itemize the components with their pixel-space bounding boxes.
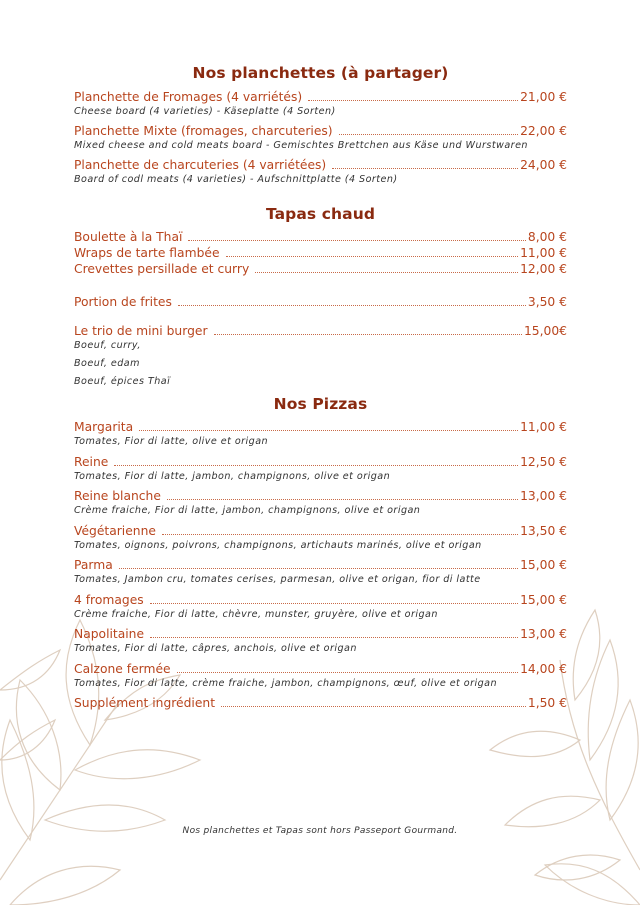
item-price: 12,50 € xyxy=(520,455,567,469)
item-price: 15,00 € xyxy=(520,593,567,607)
menu-item xyxy=(74,455,567,483)
item-description: Tomates, Fior di latte, olive et origan xyxy=(74,436,269,447)
item-name: Parma xyxy=(74,558,113,572)
item-description: Tomates, Jambon cru, tomates cerises, parmesan, olive et origan, fior di latte xyxy=(74,574,481,585)
item-name: Planchette de Fromages (4 varriétés) xyxy=(74,90,303,104)
menu-item xyxy=(74,295,567,310)
item-price: 13,50 € xyxy=(520,524,567,538)
item-description: Mixed cheese and cold meats board - Gemischtes Brettchen aus Käse und Wurstwaren xyxy=(74,140,528,151)
menu-item xyxy=(74,90,567,118)
section-title-planchettes: Nos planchettes (à partager) xyxy=(192,64,449,82)
item-description: Tomates, Fior di latte, crème fraiche, jambon, champignons, œuf, olive et origan xyxy=(74,678,497,689)
item-name: Reine xyxy=(74,455,109,469)
item-description: Board of codl meats (4 varieties) - Aufschnittplatte (4 Sorten) xyxy=(74,174,398,185)
menu-item xyxy=(74,593,567,621)
footnote: Nos planchettes et Tapas sont hors Passeport Gourmand. xyxy=(182,826,458,836)
burger-option: Boeuf, edam xyxy=(74,358,140,369)
menu-item xyxy=(74,230,567,245)
item-price: 13,00 € xyxy=(520,489,567,503)
menu-item xyxy=(74,324,567,339)
item-price: 21,00 € xyxy=(520,90,567,104)
item-description: Crème fraiche, Fior di latte, chèvre, munster, gruyère, olive et origan xyxy=(74,609,438,620)
item-price: 24,00 € xyxy=(520,158,567,172)
menu-item xyxy=(74,558,567,586)
item-name: Boulette à la Thaï xyxy=(74,230,183,244)
item-price: 8,00 € xyxy=(527,230,567,244)
item-name: Portion de frites xyxy=(74,295,172,309)
item-name: Margarita xyxy=(74,420,134,434)
menu-item xyxy=(74,262,567,277)
item-name: Supplément ingrédient xyxy=(74,696,216,710)
item-name: Wraps de tarte flambée xyxy=(74,246,220,260)
item-price: 11,00 € xyxy=(520,420,567,434)
item-description: Tomates, Fior di latte, jambon, champignons, olive et origan xyxy=(74,471,391,482)
item-price: 22,00 € xyxy=(520,124,567,138)
item-price: 12,00 € xyxy=(520,262,567,276)
menu-item xyxy=(74,662,567,690)
item-name: Reine blanche xyxy=(74,489,161,503)
item-description: Tomates, Fior di latte, câpres, anchois, olive et origan xyxy=(74,643,357,654)
item-description: Tomates, oignons, poivrons, champignons, artichauts marinés, olive et origan xyxy=(74,540,482,551)
item-price: 15,00€ xyxy=(523,324,567,338)
menu-item xyxy=(74,420,567,448)
item-name: 4 fromages xyxy=(74,593,144,607)
burger-option: Boeuf, épices Thaï xyxy=(74,376,171,387)
item-price: 14,00 € xyxy=(520,662,567,676)
item-name: Végétarienne xyxy=(74,524,156,538)
item-price: 3,50 € xyxy=(527,295,567,309)
burger-option: Boeuf, curry, xyxy=(74,340,141,351)
menu-item xyxy=(74,627,567,655)
menu-item xyxy=(74,158,567,186)
item-description: Crème fraiche, Fior di latte, jambon, champignons, olive et origan xyxy=(74,505,421,516)
item-description: Cheese board (4 varieties) - Käseplatte (4 Sorten) xyxy=(74,106,336,117)
menu-item xyxy=(74,696,567,711)
item-name: Napolitaine xyxy=(74,627,145,641)
section-title-pizzas: Nos Pizzas xyxy=(273,395,368,413)
item-name: Le trio de mini burger xyxy=(74,324,208,338)
item-name: Planchette de charcuteries (4 varriétées) xyxy=(74,158,327,172)
item-name: Crevettes persillade et curry xyxy=(74,262,250,276)
menu-item xyxy=(74,124,567,152)
item-name: Planchette Mixte (fromages, charcuteries) xyxy=(74,124,333,138)
menu-item xyxy=(74,246,567,261)
item-price: 11,00 € xyxy=(520,246,567,260)
item-price: 13,00 € xyxy=(520,627,567,641)
section-title-tapas: Tapas chaud xyxy=(265,205,376,223)
item-price: 1,50 € xyxy=(527,696,567,710)
menu-item xyxy=(74,489,567,517)
item-price: 15,00 € xyxy=(520,558,567,572)
menu-item xyxy=(74,524,567,552)
item-name: Calzone fermée xyxy=(74,662,171,676)
